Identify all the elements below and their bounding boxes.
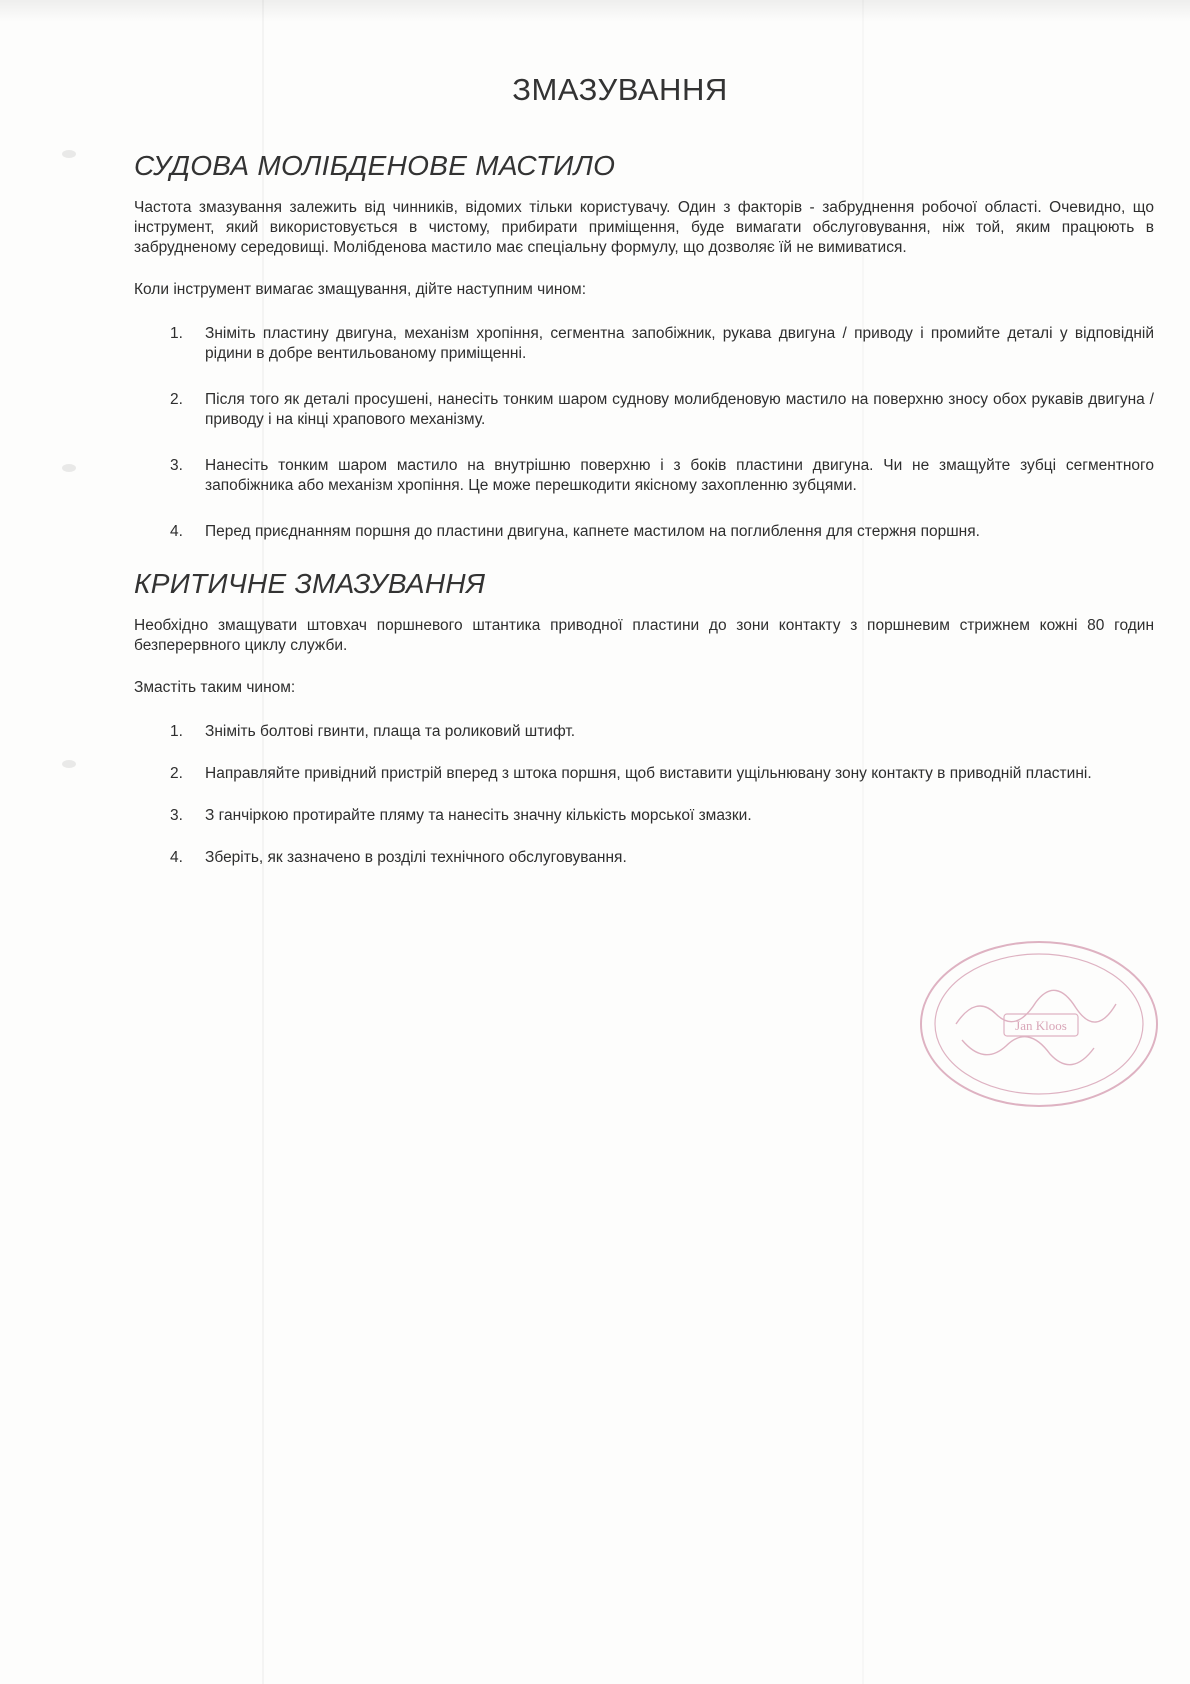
list-item-number: 1.: [170, 723, 183, 740]
list-item-number: 3.: [170, 457, 183, 474]
list-item-text: Направляйте привідний пристрій вперед з штока поршня, щоб виставити ущільнювану зону контакту в приводній пластині.: [205, 765, 1092, 782]
section-lead: Коли інструмент вимагає змащування, дійте наступним чином:: [134, 281, 587, 298]
list-item: [134, 806, 1154, 826]
list-item-number: 2.: [170, 391, 183, 408]
steps-list: [134, 324, 1154, 542]
stamp-center-text: Jan Kloos: [1015, 1018, 1067, 1033]
punch-hole-mark: [62, 464, 76, 472]
list-item-text: Перед приєднанням поршня до пластини двигуна, капнете мастилом на поглиблення для стержня поршня.: [205, 523, 980, 540]
section-intro: Частота змазування залежить від чинників, відомих тільки користувачу. Один з факторів - забруднення робочої області. Очевидно, що інструмент, який використовується в чистому, прибирати приміщення, буде вимагати обслуговування, ніж той, яким працюють в забрудненому середовищі. Молібденова мастило має спеціальну формулу, що дозволяє їй не вимиватися.: [134, 199, 1154, 256]
list-item: [134, 390, 1154, 430]
scan-edge-shadow: [0, 0, 1190, 22]
steps-list: [134, 722, 1154, 868]
list-item: [134, 522, 1154, 542]
list-item-text: Зніміть болтові гвинти, плаща та роликовий штифт.: [205, 723, 576, 740]
list-item-text: Нанесіть тонким шаром мастило на внутрішню поверхню і з боків пластини двигуна. Чи не змащуйте зубці сегментного запобіжника або механізм хропіння. Це може перешкодити якісному захопленню зубцями.: [205, 457, 1154, 494]
list-item: [134, 722, 1154, 742]
section-heading-molybdenum: СУДОВА МОЛІБДЕНОВЕ МАСТИЛО: [134, 150, 616, 181]
list-item-text: З ганчіркою протирайте пляму та нанесіть значну кількість морської змазки.: [205, 807, 752, 824]
list-item-number: 1.: [170, 325, 183, 342]
list-item-number: 4.: [170, 523, 183, 540]
page-title: ЗМАЗУВАННЯ: [512, 72, 728, 107]
list-item: [134, 456, 1154, 496]
punch-hole-mark: [62, 760, 76, 768]
stamp-ornament: [962, 1037, 1094, 1065]
list-item: [134, 324, 1154, 364]
section-lead: Змастіть таким чином:: [134, 679, 296, 696]
punch-hole-mark: [62, 150, 76, 158]
list-item-number: 3.: [170, 807, 183, 824]
list-item-text: Після того як деталі просушені, нанесіть тонким шаром суднову молибденовую мастило на поверхню зносу обох рукавів двигуна / приводу і на кінці храпового механізму.: [205, 391, 1154, 428]
list-item-text: Зберіть, як зазначено в розділі технічного обслуговування.: [205, 849, 627, 866]
stamp-seal: [916, 936, 1162, 1112]
list-item: [134, 764, 1154, 784]
section-intro: Необхідно змащувати штовхач поршневого штантика приводної пластини до зони контакту з поршневим стрижнем кожні 80 годин безперервного циклу служби.: [134, 617, 1154, 654]
document-body: [134, 150, 1154, 890]
list-item-text: Зніміть пластину двигуна, механізм хропіння, сегментна запобіжник, рукава двигуна / приводу і промийте деталі у відповідній рідини в добре вентильованому приміщенні.: [205, 325, 1154, 362]
list-item: [134, 848, 1154, 868]
list-item-number: 2.: [170, 765, 183, 782]
list-item-number: 4.: [170, 849, 183, 866]
section-heading-critical: КРИТИЧНЕ ЗМАЗУВАННЯ: [134, 568, 486, 599]
